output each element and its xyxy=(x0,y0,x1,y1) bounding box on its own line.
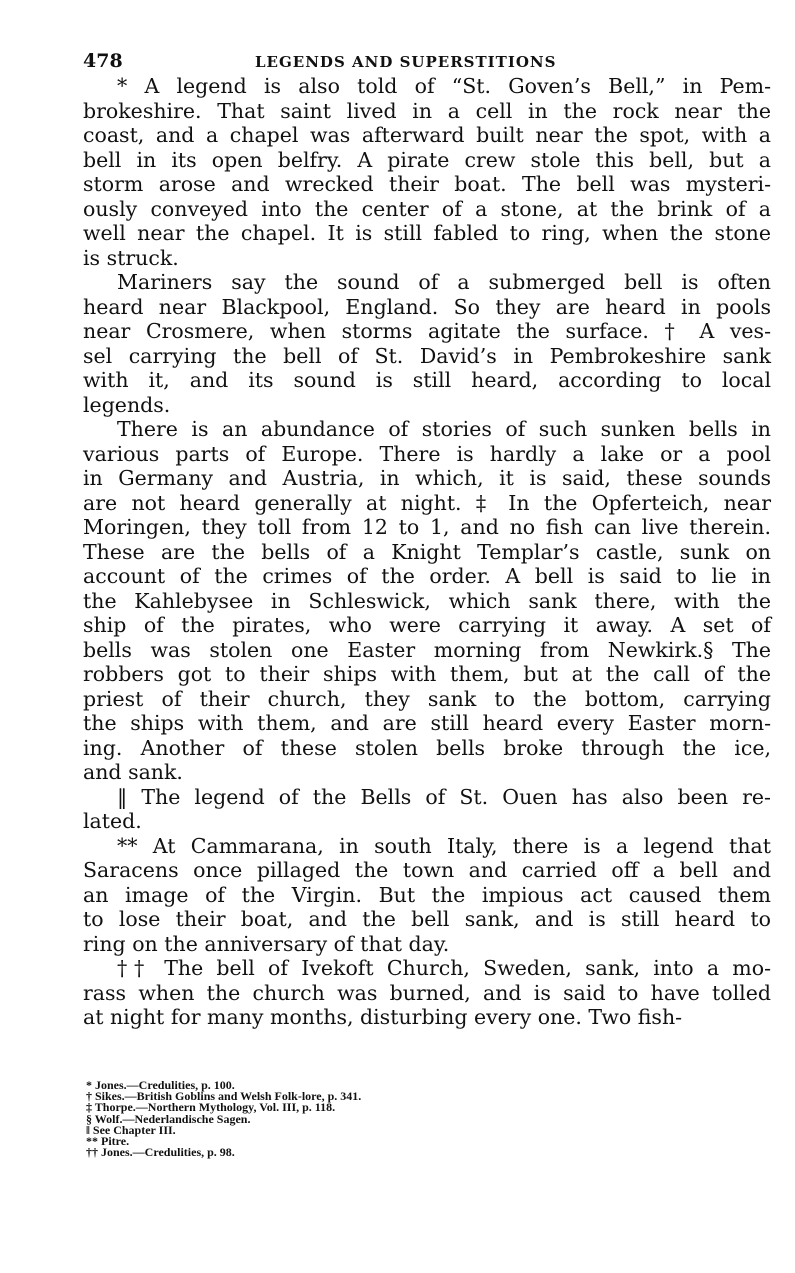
paragraph xyxy=(83,785,771,834)
text-line: well near the chapel. It is still fabled to ring, when the stone xyxy=(83,221,771,245)
text-line: heard near Blackpool, England. So they are heard in pools xyxy=(83,294,771,319)
text-line: Moringen, they toll from 12 to 1, and no fish can live therein. xyxy=(83,515,771,539)
text-line: These are the bells of a Knight Templar’s castle, sunk on xyxy=(83,539,771,564)
text-line: account of the crimes of the order. A bell is said to lie in xyxy=(83,564,771,588)
text-line: sel carrying the bell of St. David’s in Pembrokeshire sank xyxy=(83,343,771,368)
text-line: the ships with them, and are still heard every Easter morn- xyxy=(83,711,771,735)
text-line: to lose their boat, and the bell sank, and is still heard to xyxy=(83,907,771,931)
text-line: †† The bell of Ivekoft Church, Sweden, sank, into a mo- xyxy=(117,956,771,980)
text-line: near Crosmere, when storms agitate the surface. † A ves- xyxy=(83,319,771,343)
text-line: Saracens once pillaged the town and carried off a bell and xyxy=(83,858,771,882)
text-line: various parts of Europe. There is hardly a lake or a pool xyxy=(83,441,771,466)
text-line: ship of the pirates, who were carrying it away. A set of xyxy=(83,613,771,637)
footnote: † Sikes.—British Goblins and Welsh Folk-lore, p. 341. xyxy=(86,1089,362,1104)
running-header xyxy=(83,50,773,76)
paragraph xyxy=(83,956,771,1030)
text-line: lated. xyxy=(83,809,142,833)
footnote: * Jones.—Credulities, p. 100. xyxy=(86,1078,235,1092)
text-line: is struck. xyxy=(83,245,179,270)
text-line: ‖ The legend of the Bells of St. Ouen has also been re- xyxy=(117,784,771,809)
paragraph xyxy=(83,270,771,417)
text-line: in Germany and Austria, in which, it is said, these sounds xyxy=(83,466,771,490)
text-line: priest of their church, they sank to the bottom, carrying xyxy=(83,686,771,711)
text-line: legends. xyxy=(83,392,171,417)
text-line: There is an abundance of stories of such sunken bells in xyxy=(117,417,771,441)
text-line: are not heard generally at night. ‡ In the Opferteich, near xyxy=(83,490,771,515)
footnote: ‡ Thorpe.—Northern Mythology, Vol. III, p. 118. xyxy=(86,1100,336,1115)
text-line: coast, and a chapel was afterward built near the spot, with a xyxy=(83,123,771,147)
text-line: at night for many months, disturbing every one. Two fish- xyxy=(83,1005,683,1029)
text-line: with it, and its sound is still heard, according to local xyxy=(83,368,771,392)
paragraph xyxy=(83,417,771,785)
text-line: bell in its open belfry. A pirate crew stole this bell, but a xyxy=(83,147,771,172)
body-text xyxy=(83,74,771,1030)
text-line: storm arose and wrecked their boat. The bell was mysteri- xyxy=(83,172,771,196)
running-title: LEGENDS AND SUPERSTITIONS xyxy=(255,53,557,71)
footnote: ‖ See Chapter III. xyxy=(86,1122,176,1137)
text-line: bells was stolen one Easter morning from Newkirk.§ The xyxy=(83,637,771,662)
footnote: § Wolf.—Nederlandische Sagen. xyxy=(86,1111,251,1126)
text-line: ** At Cammarana, in south Italy, there is a legend that xyxy=(117,833,771,858)
text-line: * A legend is also told of “St. Goven’s Bell,” in Pem- xyxy=(117,74,771,98)
text-line: robbers got to their ships with them, but at the call of the xyxy=(83,662,771,686)
footnotes xyxy=(86,1080,361,1158)
text-line: and sank. xyxy=(83,760,183,784)
text-line: rass when the church was burned, and is said to have tolled xyxy=(83,980,771,1005)
text-line: ring on the anniversary of that day. xyxy=(83,931,450,956)
text-line: Mariners say the sound of a submerged bell is often xyxy=(117,270,771,294)
paragraph xyxy=(83,834,771,957)
text-line: ously conveyed into the center of a stone, at the brink of a xyxy=(83,196,771,221)
text-line: brokeshire. That saint lived in a cell in the rock near the xyxy=(83,98,771,123)
paragraph xyxy=(83,74,771,270)
page-number: 478 xyxy=(83,50,123,72)
text-line: ing. Another of these stolen bells broke through the ice, xyxy=(83,735,771,760)
text-line: the Kahlebysee in Schleswick, which sank there, with the xyxy=(83,588,771,613)
text-line: an image of the Virgin. But the impious act caused them xyxy=(83,882,771,907)
footnote: †† Jones.—Credulities, p. 98. xyxy=(86,1145,235,1160)
footnote: ** Pitre. xyxy=(86,1134,130,1149)
